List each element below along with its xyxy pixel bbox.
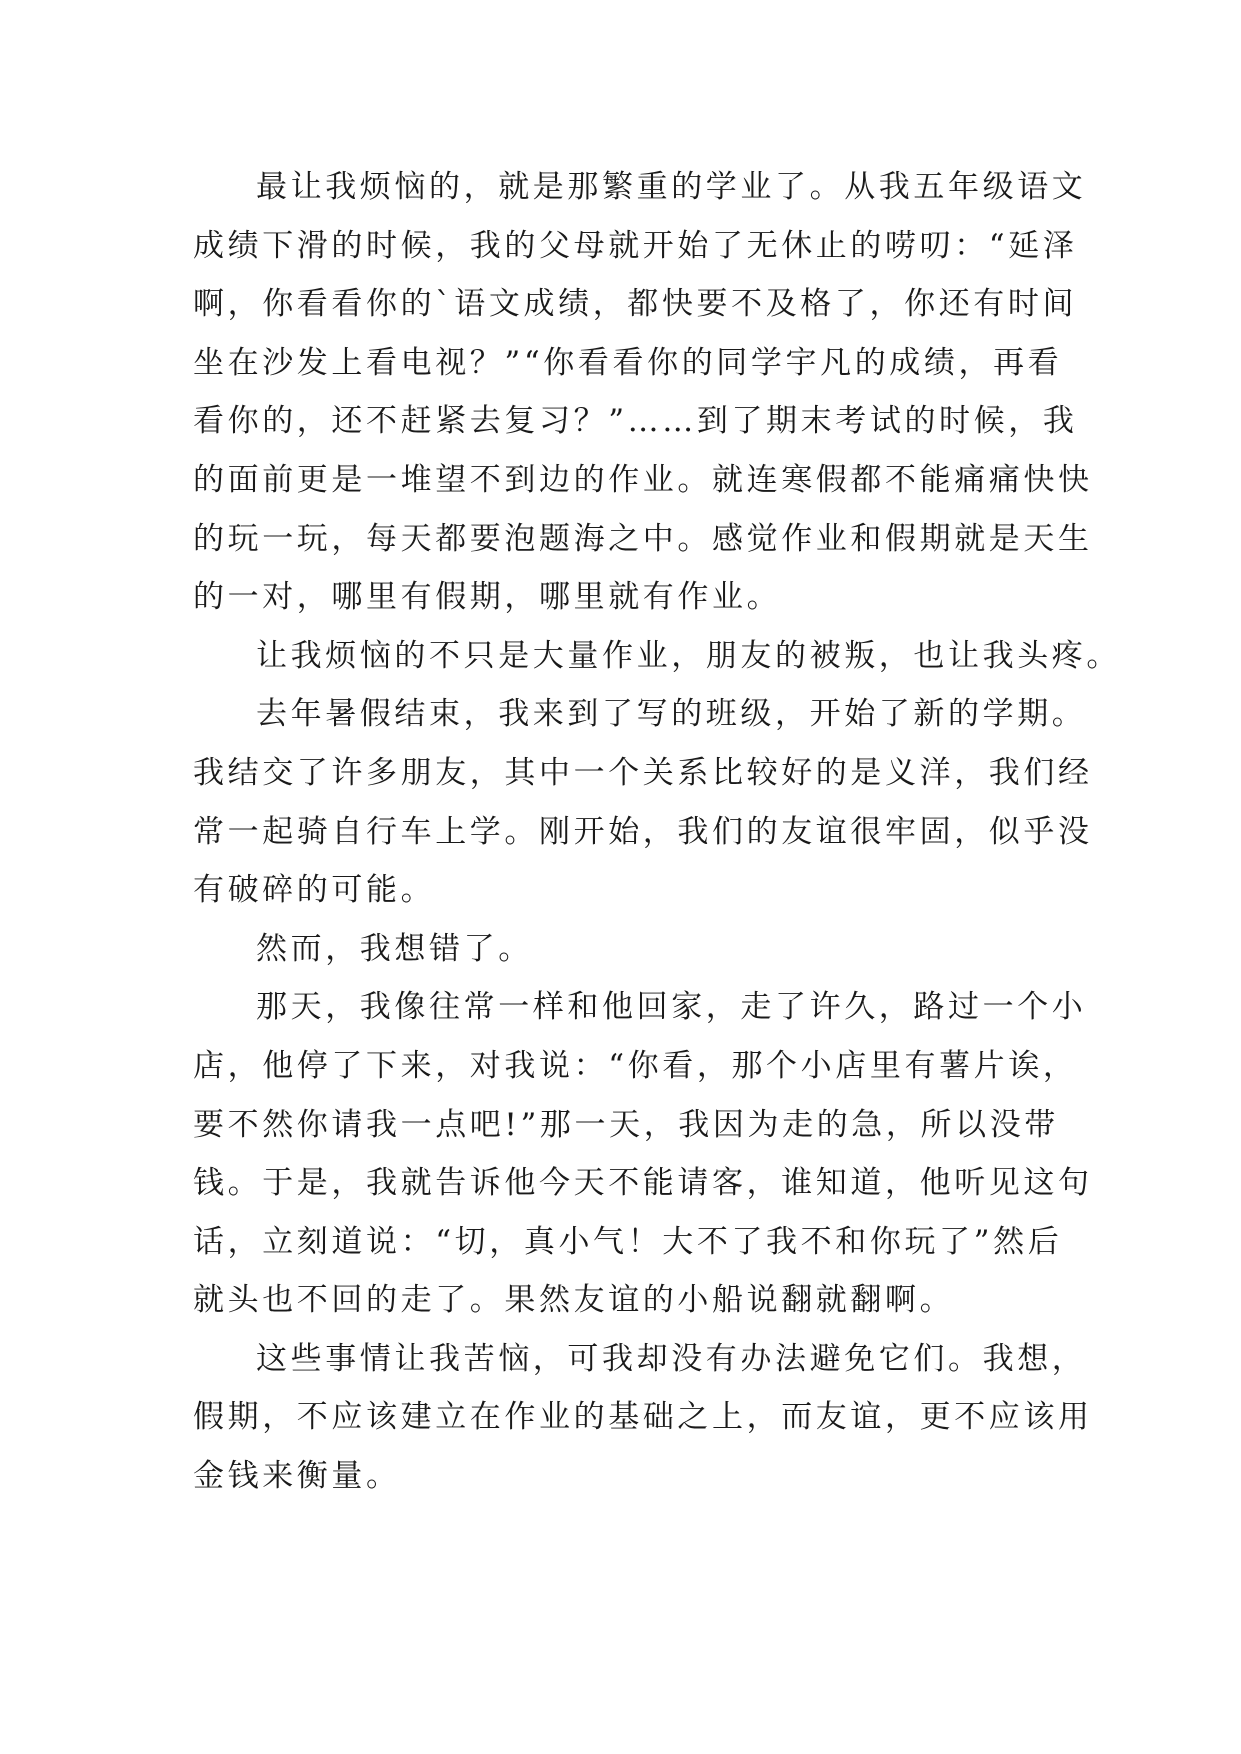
text-line: 就头也不回的走了。果然友谊的小船说翻就翻啊。: [193, 1282, 955, 1319]
text-line: 啊，你看看你的`语文成绩，都快要不及格了，你还有时间: [193, 286, 1078, 323]
text-line: 然而，我想错了。: [256, 930, 533, 967]
text-line: 常一起骑自行车上学。刚开始，我们的友谊很牢固，似乎没: [193, 813, 1093, 850]
text-line: 的一对，哪里有假期，哪里就有作业。: [193, 579, 782, 616]
text-line: 我结交了许多朋友，其中一个关系比较好的是义洋，我们经: [193, 754, 1093, 791]
text-line: 要不然你请我一点吧!”那一天，我因为走的急，所以没带: [193, 1106, 1059, 1143]
text-line: 最让我烦恼的，就是那繁重的学业了。从我五年级语文: [256, 169, 1087, 205]
text-line: 坐在沙发上看电视？”“你看看你的同学宇凡的成绩，再看: [193, 344, 1063, 381]
text-line: 去年暑假结束，我来到了写的班级，开始了新的学期。: [256, 696, 1087, 733]
text-line: 的玩一玩，每天都要泡题海之中。感觉作业和假期就是天生: [193, 520, 1093, 557]
text-line: 的面前更是一堆望不到边的作业。就连寒假都不能痛痛快快: [193, 461, 1093, 498]
text-line: 这些事情让我苦恼，可我却没有办法避免它们。我想，: [256, 1340, 1087, 1377]
text-line: 让我烦恼的不只是大量作业，朋友的被叛，也让我头疼。: [256, 637, 1121, 674]
text-line: 看你的，还不赶紧去复习？”……到了期末考试的时候，我: [193, 403, 1078, 440]
text-line: 金钱来衡量。: [193, 1458, 401, 1495]
text-line: 有破碎的可能。: [193, 872, 436, 909]
text-line: 钱。于是，我就告诉他今天不能请客，谁知道，他听见这句: [193, 1165, 1093, 1202]
essay-body: [193, 158, 1121, 1506]
text-line: 店，他停了下来，对我说：“你看，那个小店里有薯片诶，: [193, 1047, 1078, 1084]
text-line: 那天，我像往常一样和他回家，走了许久，路过一个小: [256, 989, 1087, 1026]
text-line: 成绩下滑的时候，我的父母就开始了无休止的唠叨：“延泽: [193, 227, 1078, 264]
text-line: 话，立刻道说：“切，真小气！大不了我不和你玩了”然后: [193, 1223, 1063, 1260]
text-line: 假期，不应该建立在作业的基础之上，而友谊，更不应该用: [193, 1399, 1093, 1436]
